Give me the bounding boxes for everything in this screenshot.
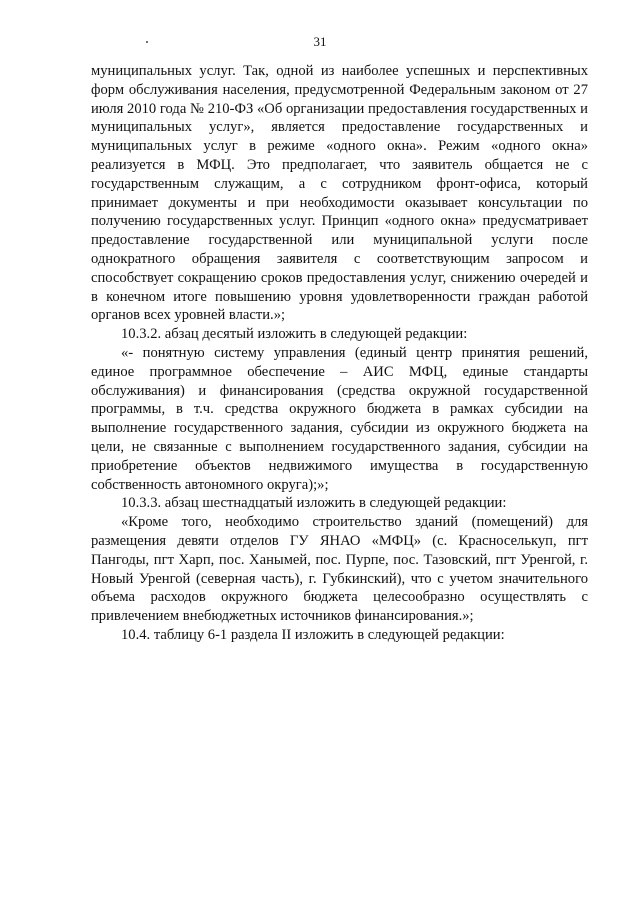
paragraph-quote-management-system: «- понятную систему управления (единый центр принятия решений, единое программное обеспечение – АИС МФЦ, единые стандарты обслуживания) и финансирования (средства окружной государственной программы, в т.ч. средства окружного бюджета в рамках субсидии на выполнение государственного задания, субсидии из окружного бюджета на цели, не связанные с выполнением государственного задания, субсидии на приобретение объектов недвижимого имущества в государственную собственность автономного округа);»; bbox=[91, 344, 588, 493]
paragraph-continuation: муниципальных услуг. Так, одной из наиболее успешных и перспективных форм обслуживания населения, предусмотренной Федеральным законом от 27 июля 2010 года № 210-ФЗ «Об организации предоставления государственных и муниципальных услуг», является предоставление государственных и муниципальных услуг в режиме «одного окна». Режим «одного окна» реализуется в МФЦ. Это предполагает, что заявитель общается не с государственным служащим, а с сотрудником фронт-офиса, который принимает документы и при необходимости оказывает консультации по получению государственных услуг. Принцип «одного окна» предусматривает предоставление государственной или муниципальной услуги после однократного обращения заявителя с соответствующим запросом и способствует сокращению сроков предоставления услуг, снижению очередей и в конечном итоге повышению уровня удовлетворенности граждан работой органов всех уровней власти.»; bbox=[91, 63, 588, 324]
paragraph-item-10-3-3: 10.3.3. абзац шестнадцатый изложить в следующей редакции: bbox=[121, 495, 507, 512]
document-body bbox=[91, 62, 588, 645]
scan-speck bbox=[146, 41, 148, 43]
paragraph-item-10-4: 10.4. таблицу 6-1 раздела II изложить в следующей редакции: bbox=[121, 626, 505, 643]
page-number: 31 bbox=[313, 34, 327, 49]
paragraph-quote-construction: «Кроме того, необходимо строительство зданий (помещений) для размещения девяти отделов ГУ ЯНАО «МФЦ» (с. Красноселькуп, пгт Пангоды, пгт Харп, пос. Ханымей, пос. Пурпе, пос. Тазовский, пгт Уренгой, г. Новый Уренгой (северная часть), г. Губкинский), что с учетом значительного объема расходов окружного бюджета целесообразно осуществлять с привлечением внебюджетных источников финансирования.»; bbox=[91, 514, 588, 625]
paragraph-item-10-3-2: 10.3.2. абзац десятый изложить в следующей редакции: bbox=[121, 326, 468, 343]
